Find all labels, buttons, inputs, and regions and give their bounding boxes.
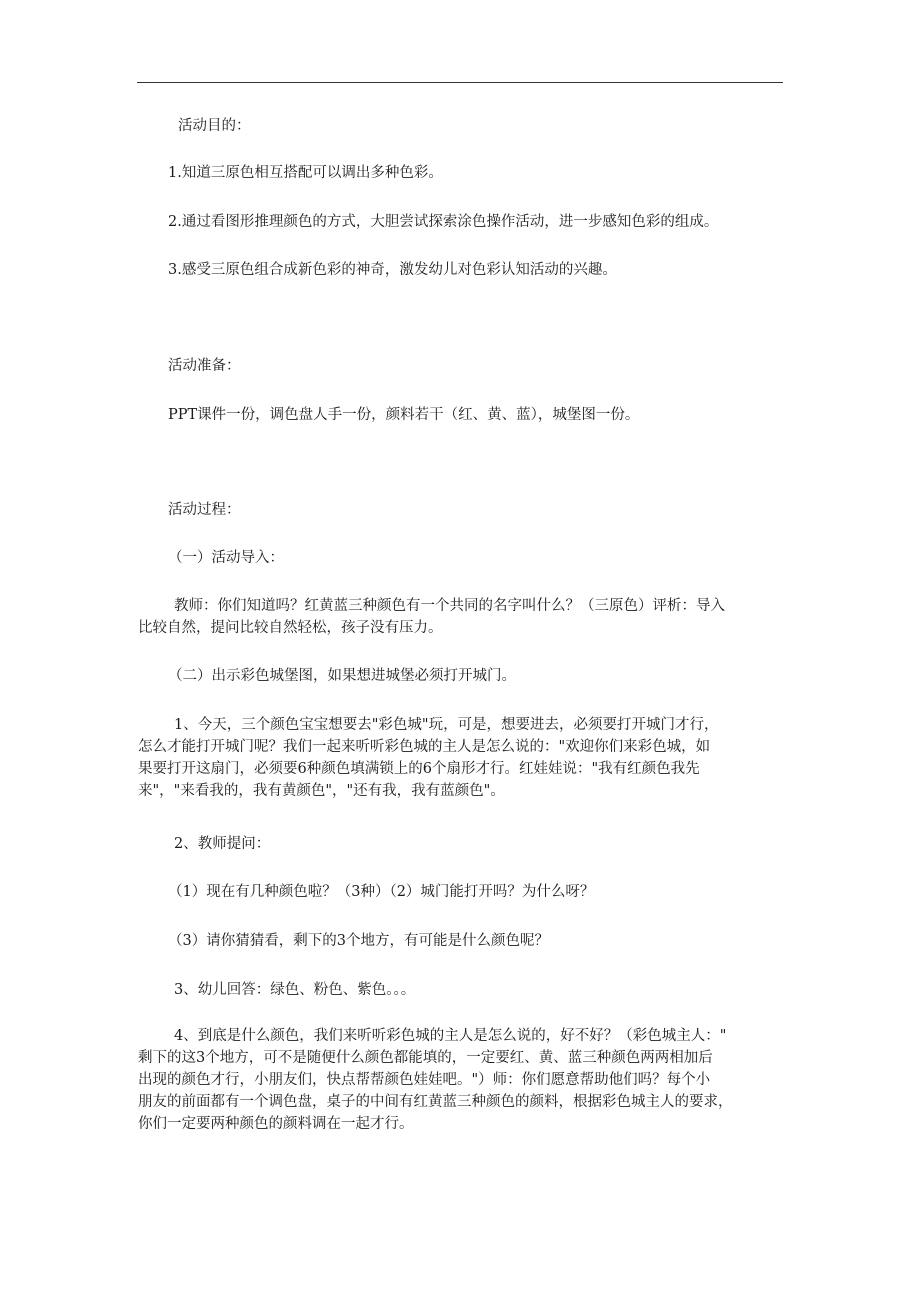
header-rule xyxy=(137,82,783,83)
step-4-line-3: 出现的颜色才行，小朋友们，快点帮帮颜色娃娃吧。"）师：你们愿意帮助他们吗？每个小 xyxy=(138,1072,711,1088)
preparation-text: PPT课件一份，调色盘人手一份，颜料若干（红、黄、蓝），城堡图一份。 xyxy=(168,407,640,423)
step-1-paragraph xyxy=(138,714,788,802)
step-2-question-2: （3）请你猜猜看，剩下的3个地方，有可能是什么颜色呢？ xyxy=(168,933,549,949)
objective-3: 3.感受三原色组合成新色彩的神奇，激发幼儿对色彩认知活动的兴趣。 xyxy=(168,262,617,278)
step-1-line-2: 怎么才能打开城门呢？我们一起来听听彩色城的主人是怎么说的："欢迎你们来彩色城，如 xyxy=(138,739,711,755)
step-1-line-1: 1、今天，三个颜色宝宝想要去"彩色城"玩，可是，想要进去，必须要打开城门才行， xyxy=(174,717,719,733)
preparation-heading: 活动准备： xyxy=(168,358,241,374)
step-4-line-1: 4、到底是什么颜色，我们来听听彩色城的主人是怎么说的，好不好？（彩色城主人：" xyxy=(174,1028,727,1044)
step-2-question-1: （1）现在有几种颜色啦？（3种）（2）城门能打开吗？为什么呀？ xyxy=(168,884,595,900)
section-2-title: （二）出示彩色城堡图，如果想进城堡必须打开城门。 xyxy=(168,668,516,684)
process-heading: 活动过程： xyxy=(168,502,241,518)
objective-2: 2.通过看图形推理颜色的方式，大胆尝试探索涂色操作活动，进一步感知色彩的组成。 xyxy=(168,214,719,230)
section-1-paragraph xyxy=(138,595,788,639)
step-1-line-3: 果要打开这扇门，必须要6种颜色填满锁上的6个扇形才行。红娃娃说："我有红颜色我先 xyxy=(138,761,700,777)
objectives-heading: 活动目的： xyxy=(178,118,251,134)
step-4-line-4: 朋友的前面都有一个调色盘，桌子的中间有红黄蓝三种颜色的颜料，根据彩色城主人的要求， xyxy=(138,1094,733,1110)
step-3-answer: 3、幼儿回答：绿色、粉色、紫色。。。 xyxy=(174,982,416,998)
objective-1: 1.知道三原色相互搭配可以调出多种色彩。 xyxy=(168,165,443,181)
step-4-line-2: 剩下的这3个地方，可不是随便什么颜色都能填的，一定要红、黄、蓝三种颜色两两相加后 xyxy=(138,1050,713,1066)
step-2-title: 2、教师提问： xyxy=(174,836,271,852)
section-1-title: （一）活动导入： xyxy=(168,550,284,566)
section-1-line-2: 比较自然，提问比较自然轻松，孩子没有压力。 xyxy=(138,620,443,636)
section-1-line-1: 教师：你们知道吗？红黄蓝三种颜色有一个共同的名字叫什么？（三原色）评析：导入 xyxy=(174,598,725,614)
step-4-paragraph xyxy=(138,1025,788,1135)
step-1-line-4: 来"，"来看我的，我有黄颜色"，"还有我，我有蓝颜色"。 xyxy=(138,783,505,799)
step-4-line-5: 你们一定要两种颜色的颜料调在一起才行。 xyxy=(138,1116,414,1132)
